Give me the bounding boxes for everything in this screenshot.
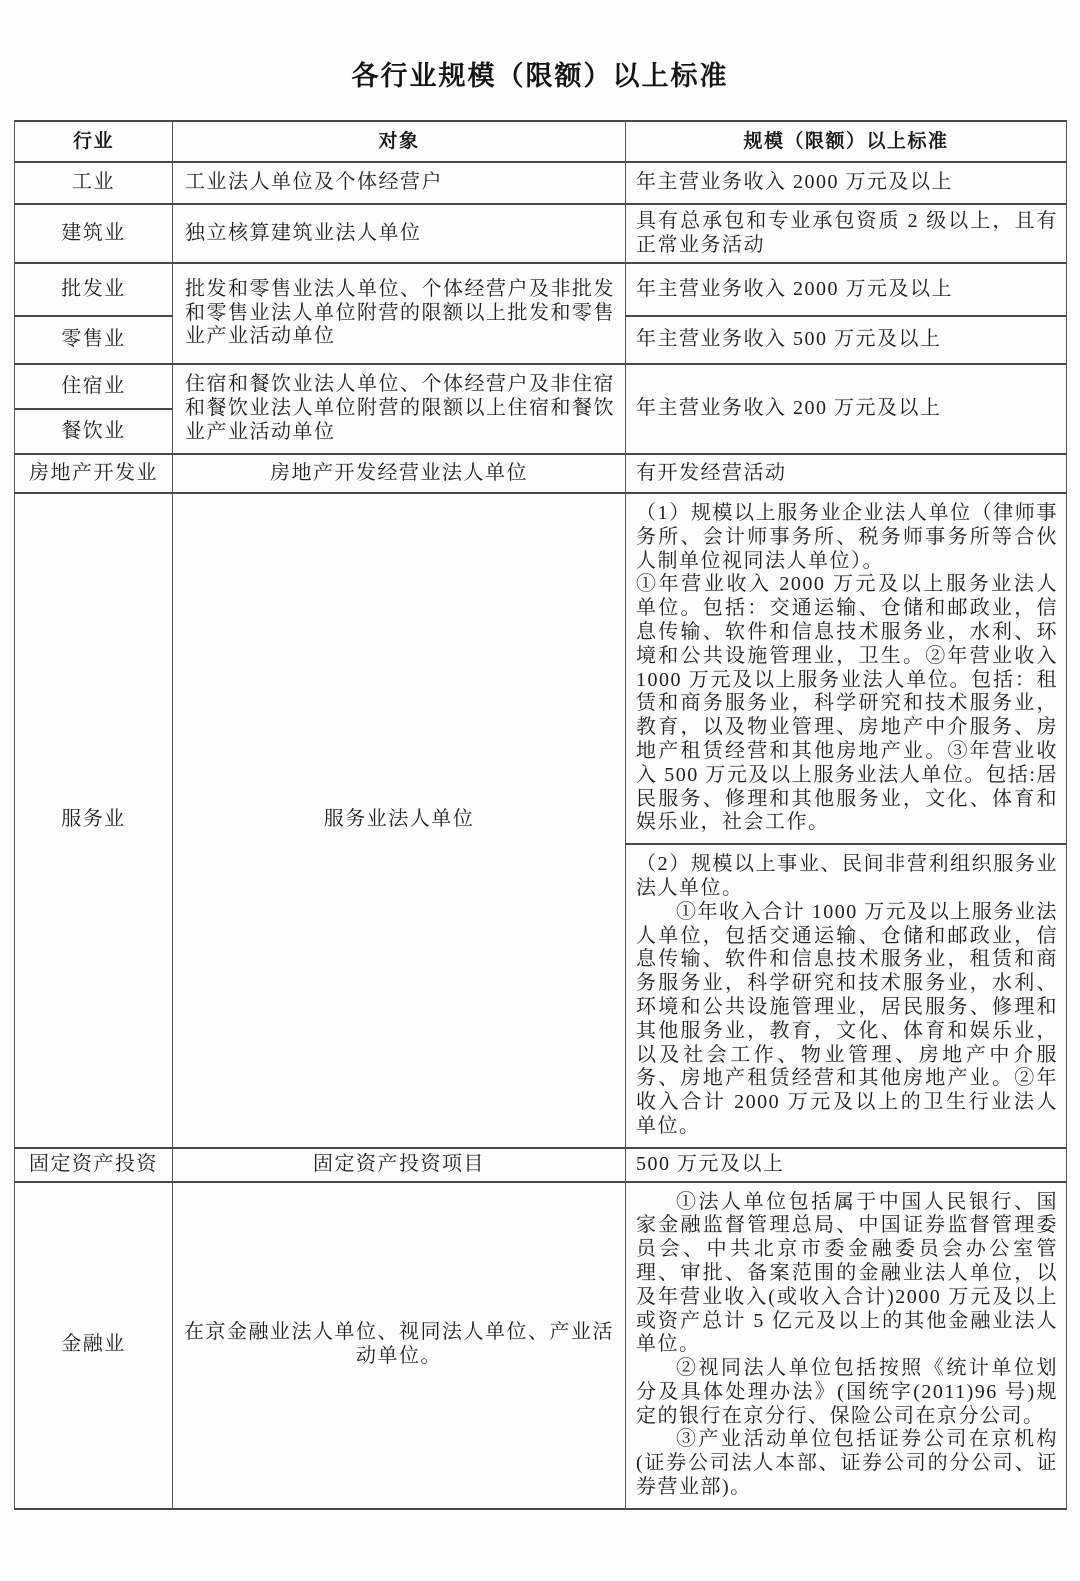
table-row-finance xyxy=(15,1182,1067,1509)
table-row-industry xyxy=(15,162,1067,204)
standard-cell-merged: 年主营业务收入 200 万元及以上 xyxy=(626,364,1067,454)
standard-paragraph: ①法人单位包括属于中国人民银行、国家金融监督管理总局、中国证券监督管理委员会、中共北京市委金融委员会办公室管理、审批、备案范围的金融业法人单位，以及年营业收入(或收入合计)2000 万元及以上或资产总计 5 亿元及以上的其他金融业法人单位。 xyxy=(636,1190,1058,1356)
industry-cell: 固定资产投资 xyxy=(15,1148,173,1182)
object-cell: 房地产开发经营业法人单位 xyxy=(173,454,626,493)
standard-cell-part1 xyxy=(626,493,1067,844)
standard-paragraph: ②视同法人单位包括按照《统计单位划分及具体处理办法》(国统字(2011)96 号)规定的银行在京分行、保险公司在京分公司。 xyxy=(636,1357,1058,1427)
industry-cell: 金融业 xyxy=(15,1182,173,1509)
industry-cell: 住宿业 xyxy=(15,364,173,409)
table-row-real-estate xyxy=(15,454,1067,493)
standard-paragraph: （2）规模以上事业、民间非营利组织服务业法人单位。 xyxy=(636,853,1058,899)
standard-paragraph: （1）规模以上服务业企业法人单位（律师事务所、会计师事务所、税务师事务所等合伙人制单位视同法人单位）。 xyxy=(636,502,1058,572)
industry-cell: 批发业 xyxy=(15,263,173,316)
standard-cell xyxy=(626,1182,1067,1509)
object-cell-merged: 批发和零售业法人单位、个体经营户及非批发和零售业法人单位附营的限额以上批发和零售业产业活动单位 xyxy=(173,263,626,364)
table-row-accommodation xyxy=(15,364,1067,409)
standard-paragraph: ③产业活动单位包括证券公司在京机构(证券公司法人本部、证券公司的分公司、证券营业部)。 xyxy=(636,1428,1058,1499)
column-header-industry: 行业 xyxy=(15,121,173,162)
industry-cell: 餐饮业 xyxy=(15,409,173,454)
industry-cell: 零售业 xyxy=(15,316,173,364)
column-header-object: 对象 xyxy=(173,121,626,162)
standard-cell-part2 xyxy=(626,844,1067,1148)
object-cell: 工业法人单位及个体经营户 xyxy=(173,162,626,204)
object-cell-merged: 服务业法人单位 xyxy=(173,493,626,1148)
header-row xyxy=(15,121,1067,162)
page-title: 各行业规模（限额）以上标准 xyxy=(351,61,729,91)
standard-cell: 具有总承包和专业承包资质 2 级以上，且有正常业务活动 xyxy=(626,204,1067,263)
table-row-construction xyxy=(15,204,1067,263)
industry-cell: 房地产开发业 xyxy=(15,454,173,493)
standard-paragraph: ①年收入合计 1000 万元及以上服务业法人单位，包括交通运输、仓储和邮政业，信息传输、软件和信息技术服务业，租赁和商务服务业，科学研究和技术服务业，水利、环境和公共设施管理业，居民服务、修理和其他服务业，教育，文化、体育和娱乐业，以及社会工作、物业管理、房地产中介服务、房地产租赁经营和其他房地产业。②年收入合计 2000 万元及以上的卫生行业法人单位。 xyxy=(636,900,1058,1137)
standard-cell: 年主营业务收入 500 万元及以上 xyxy=(626,316,1067,364)
industry-cell: 工业 xyxy=(15,162,173,204)
industry-cell: 建筑业 xyxy=(15,204,173,263)
object-cell: 独立核算建筑业法人单位 xyxy=(173,204,626,263)
standard-cell: 年主营业务收入 2000 万元及以上 xyxy=(626,162,1067,204)
object-cell: 在京金融业法人单位、视同法人单位、产业活动单位。 xyxy=(173,1182,626,1509)
standard-cell: 有开发经营活动 xyxy=(626,454,1067,493)
column-header-standard: 规模（限额）以上标准 xyxy=(626,121,1067,162)
industry-cell-merged: 服务业 xyxy=(15,493,173,1148)
object-cell-merged: 住宿和餐饮业法人单位、个体经营户及非住宿和餐饮业法人单位附营的限额以上住宿和餐饮业产业活动单位 xyxy=(173,364,626,454)
standard-paragraph: ①年营业收入 2000 万元及以上服务业法人单位。包括：交通运输、仓储和邮政业，信息传输、软件和信息技术服务业，水利、环境和公共设施管理业，卫生。②年营业收入 1000 万元及以上服务业法人单位。包括：租赁和商务服务业，科学研究和技术服务业，教育，以及物业管理、房地产中介服务、房地产租赁经营和其他房地产业。③年营业收入 500 万元及以上服务业法人单位。包括:居民服务、修理和其他服务业，文化、体育和娱乐业，社会工作。 xyxy=(636,573,1058,834)
standard-cell: 500 万元及以上 xyxy=(626,1148,1067,1182)
table-row-services-part1 xyxy=(15,493,1067,844)
industry-standards-table xyxy=(14,120,1067,1510)
object-cell: 固定资产投资项目 xyxy=(173,1148,626,1182)
table-row-wholesale xyxy=(15,263,1067,316)
standard-cell: 年主营业务收入 2000 万元及以上 xyxy=(626,263,1067,316)
table-row-fixed-assets xyxy=(15,1148,1067,1182)
